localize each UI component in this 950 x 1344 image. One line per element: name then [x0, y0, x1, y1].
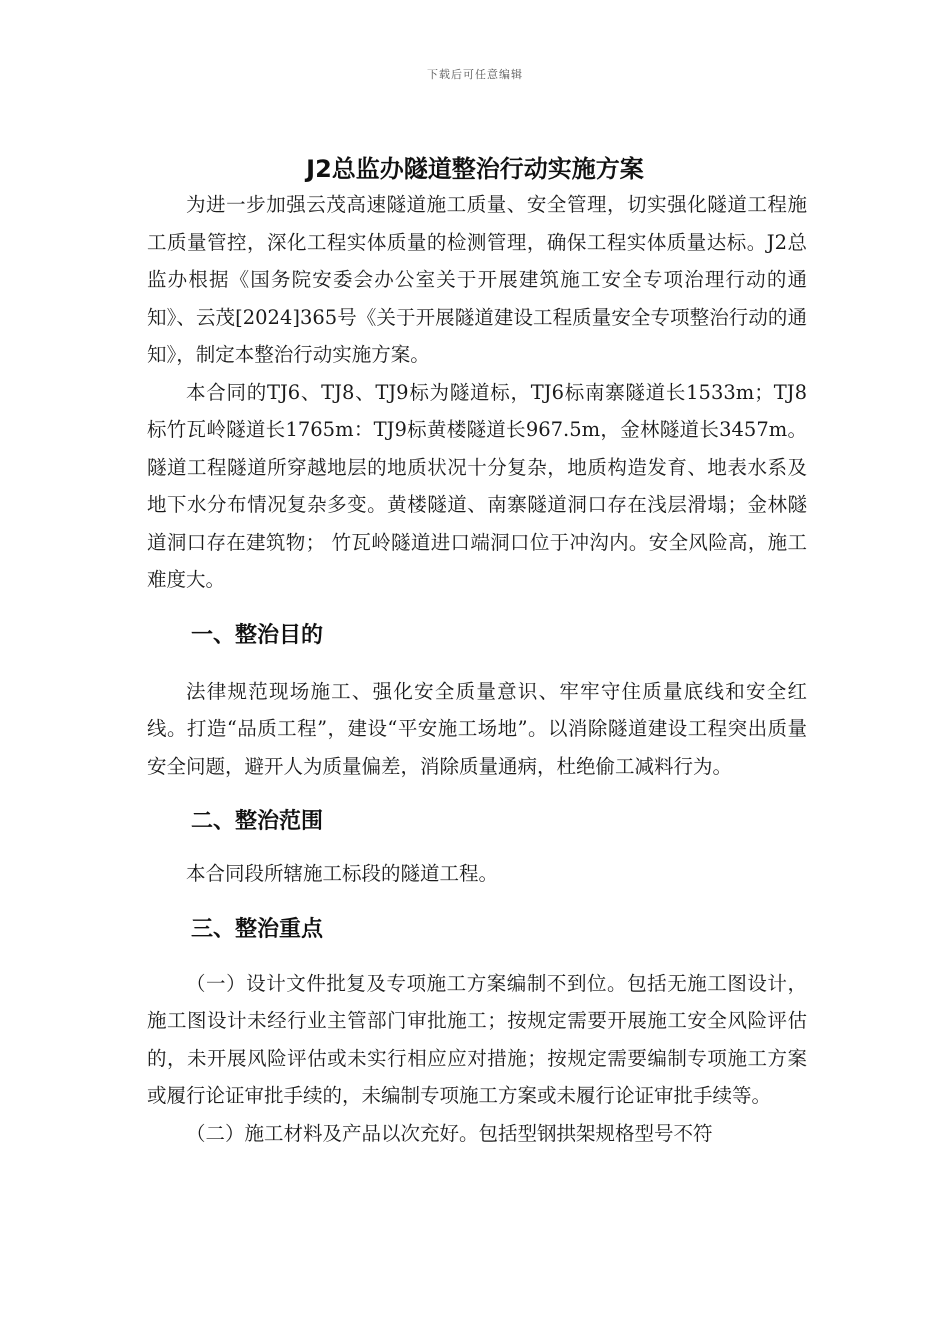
document-title: J2总监办隧道整治行动实施方案 — [306, 155, 644, 184]
section-heading-scope: 二、整治范围 — [191, 809, 324, 834]
intro-paragraph: 为进一步加强云茂高速隧道施工质量、安全管理，切实强化隧道工程施工质量管控，深化工程实体质量的检测管理，确保工程实体质量达标。J2总监办根据《国务院安委会办公室关于开展建筑施工安全专项治理行动的通知》、云茂[2024]365号《关于开展隧道建设工程质量安全专项整治行动的通知》，制定本整治行动实施方案。 — [147, 193, 807, 366]
focus-item-2: （二）施工材料及产品以次充好。包括型钢拱架规格型号不符 — [186, 1121, 713, 1145]
scope-paragraph: 本合同段所辖施工标段的隧道工程。 — [186, 862, 499, 885]
section-heading-purpose: 一、整治目的 — [191, 622, 324, 648]
purpose-paragraph: 法律规范现场施工、强化安全质量意识、牢牢守住质量底线和安全红线。打造“品质工程”，建设“平安施工场地”。以消除隧道建设工程突出质量安全问题，避开人为质量偏差，消除质量通病，杜绝偷工减料行为。 — [147, 679, 807, 778]
page-header-note: 下载后可任意编辑 — [427, 68, 523, 81]
project-overview-paragraph: 本合同的TJ6、TJ8、TJ9标为隧道标，TJ6标南寨隧道长1533m；TJ8标竹瓦岭隧道长1765m：TJ9标黄楼隧道长967.5m，金林隧道长3457m。隧道工程隧道所穿越地层的地质状况十分复杂，地质构造发育、地表水系及地下水分布情况复杂多变。黄楼隧道、南寨隧道洞口存在浅层滑塌；金林隧道洞口存在建筑物； 竹瓦岭隧道进口端洞口位于冲沟内。安全风险高，施工难度大。 — [147, 380, 807, 591]
document-body — [147, 186, 807, 1152]
focus-item-1: （一）设计文件批复及专项施工方案编制不到位。包括无施工图设计，施工图设计未经行业主管部门审批施工；按规定需要开展施工安全风险评估的，未开展风险评估或未实行相应应对措施；按规定需要编制专项施工方案或履行论证审批手续的，未编制专项施工方案或未履行论证审批手续等。 — [147, 971, 807, 1107]
section-heading-focus: 三、整治重点 — [191, 916, 324, 942]
